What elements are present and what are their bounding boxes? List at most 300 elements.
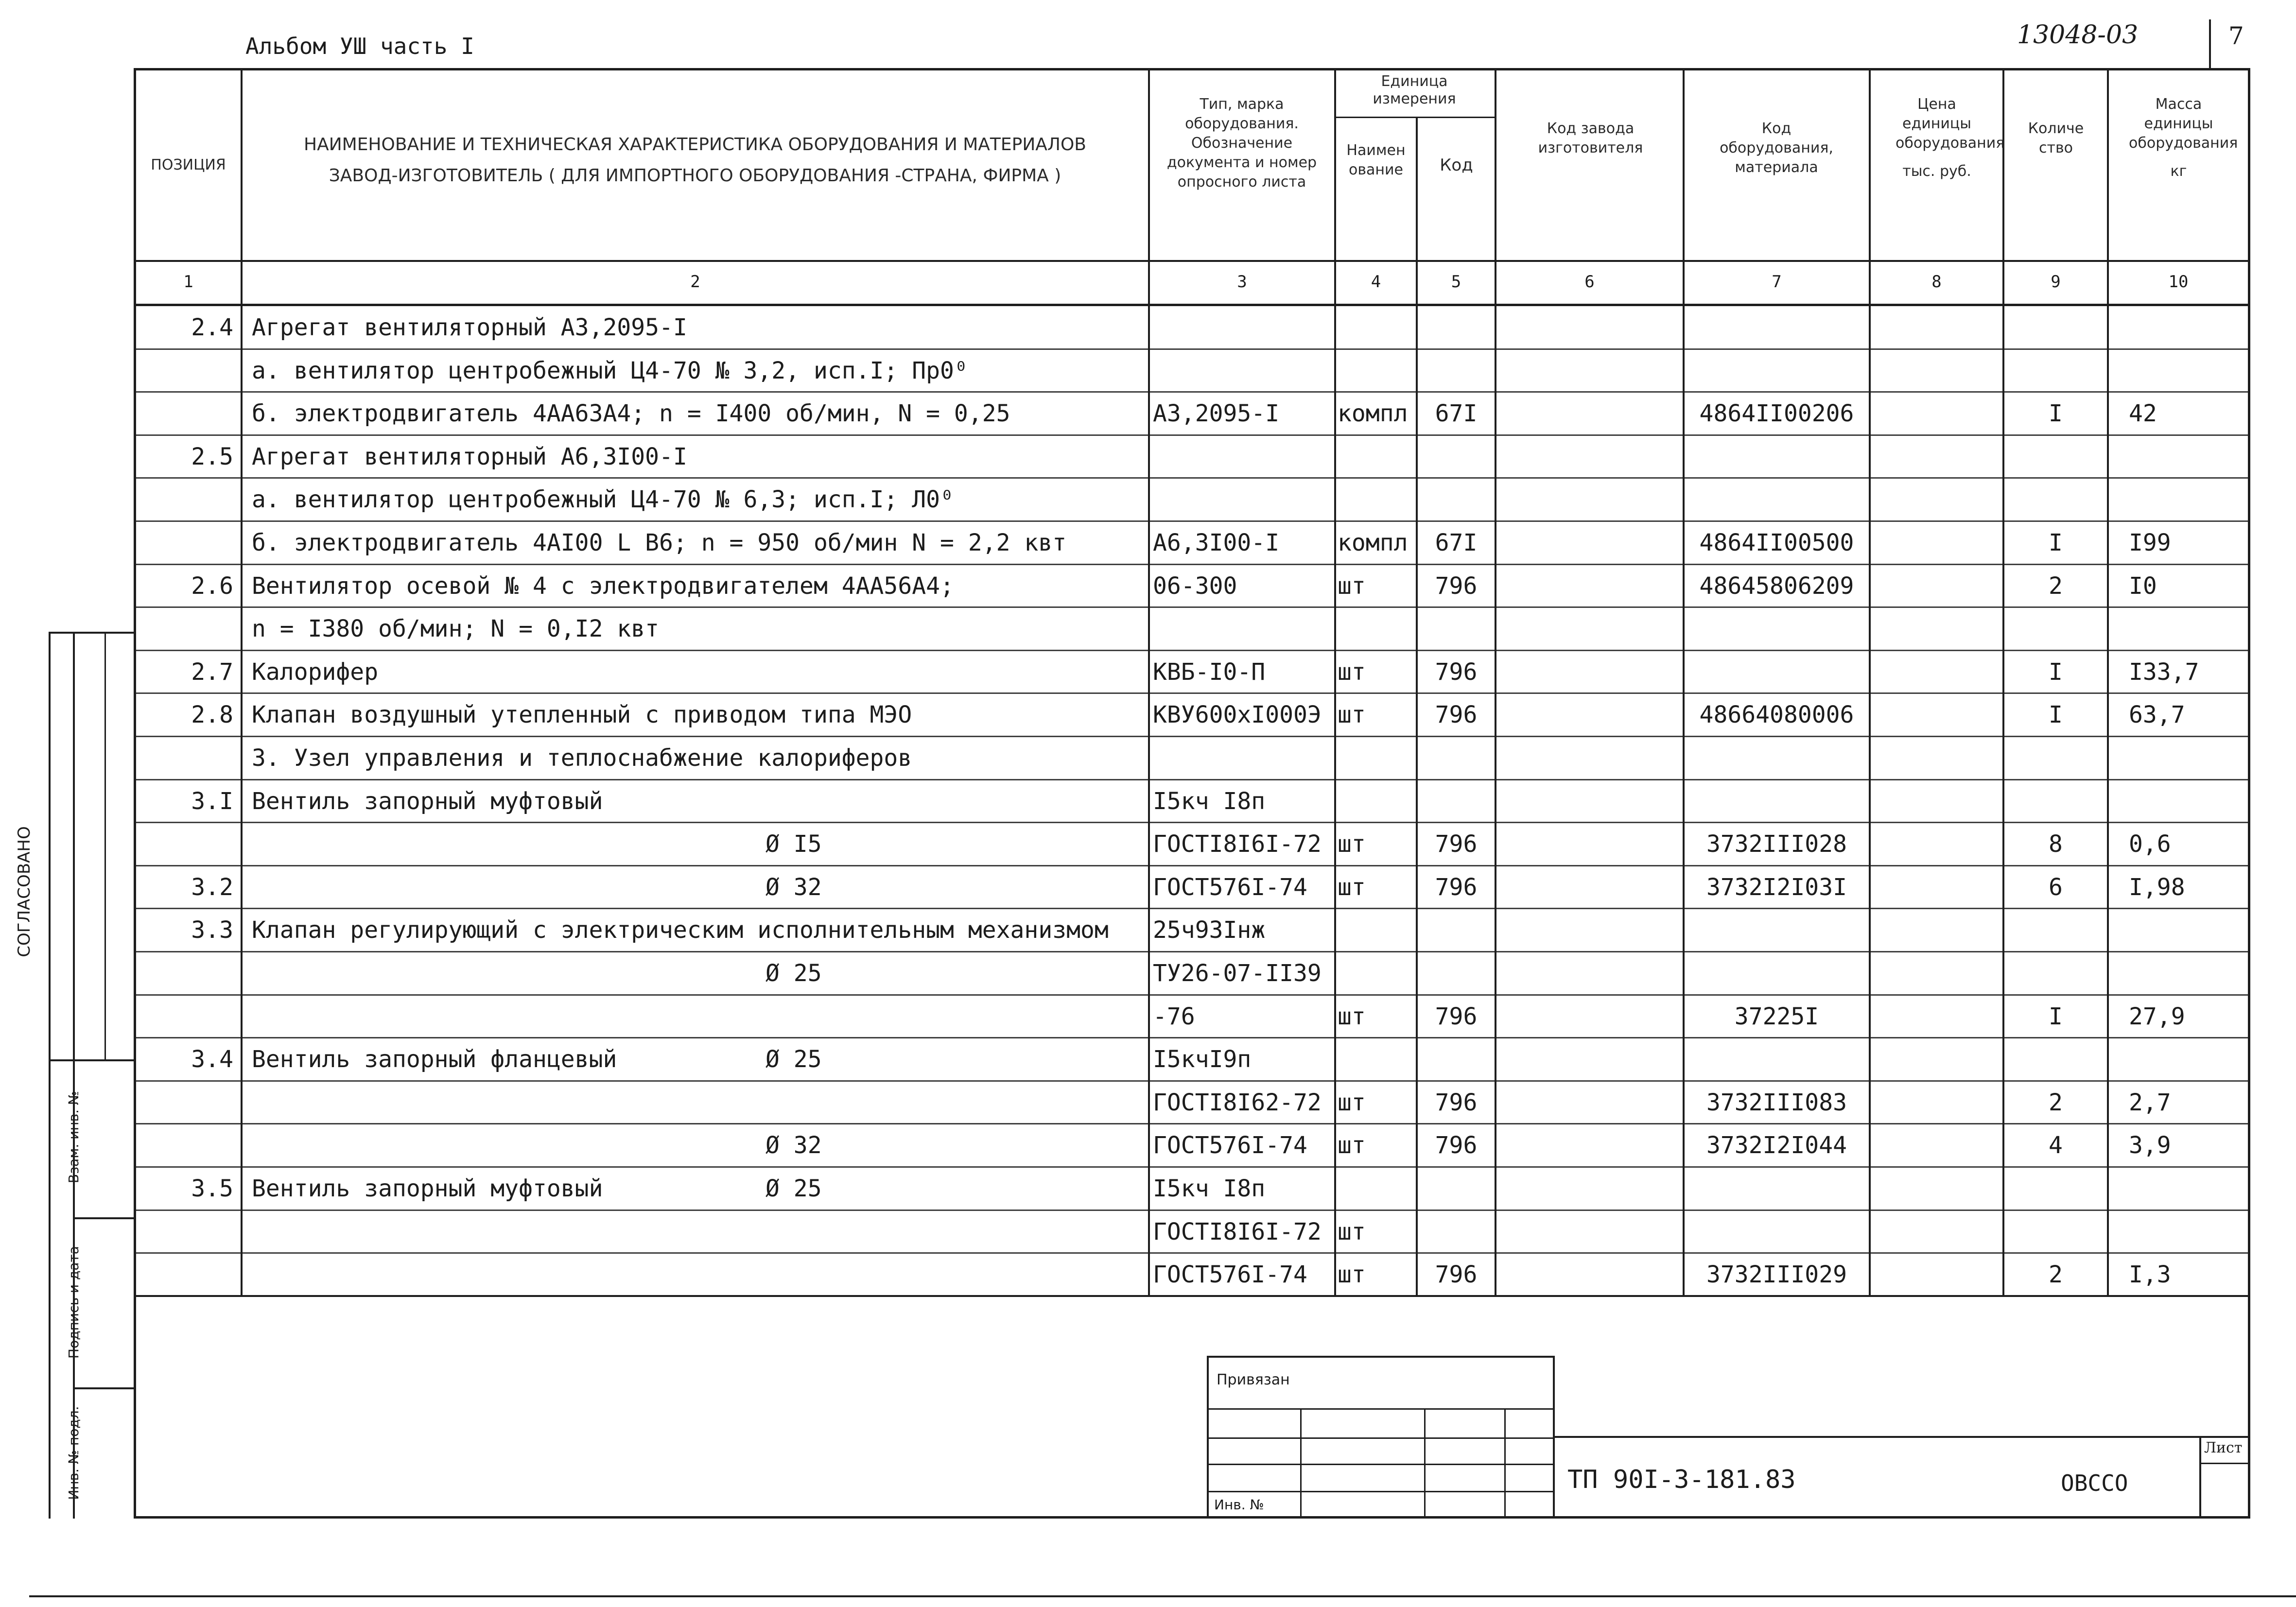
cell-plant-code (1496, 1253, 1683, 1296)
cell-qty (2004, 1210, 2107, 1253)
cell-position (136, 737, 233, 779)
cell-price (1871, 1253, 2002, 1296)
cell-mass (2129, 478, 2245, 521)
cell-name (252, 823, 1146, 865)
cell-mass: 27,9 (2129, 1002, 2185, 1030)
col-header-mass (2109, 95, 2248, 181)
cell-plant-code (1496, 952, 1683, 995)
side-stamp-agreed: СОГЛАСОВАНО (15, 826, 34, 957)
cell-unit (1338, 435, 1415, 478)
cell-qty (2004, 478, 2107, 521)
cell-diameter: Ø 32 (765, 873, 822, 901)
cell-material-code (1685, 1038, 1869, 1081)
cell-material-code: 3732III083 (1706, 1089, 1847, 1116)
cell-mass (2129, 435, 2245, 478)
cell-plant-code (1496, 1167, 1683, 1210)
cell-position: 3.4 (191, 1046, 233, 1073)
col-num-6: 6 (1584, 272, 1595, 292)
cell-qty: 2 (2049, 572, 2063, 600)
cell-unit-code (1418, 952, 1495, 995)
tb-section: ОВССО (2061, 1470, 2128, 1496)
cell-type: ГОСТ576I-74 (1153, 1132, 1307, 1159)
cell-price (1871, 995, 2002, 1038)
cell-mass (2129, 737, 2245, 779)
cell-plant-code (1496, 435, 1683, 478)
cell-plant-code (1496, 607, 1683, 650)
cell-mass: 2,7 (2129, 1089, 2171, 1116)
cell-unit (1338, 306, 1415, 349)
cell-name: Вентилятор осевой № 4 с электродвигателем 4АА56А4; (252, 572, 954, 600)
cell-type (1153, 478, 1333, 521)
cell-type: КВБ-I0-П (1153, 658, 1266, 686)
cell-qty: 8 (2049, 830, 2063, 858)
cell-unit-code: 67I (1435, 400, 1478, 428)
cell-mass: I0 (2129, 572, 2157, 600)
tb-vert-1 (1300, 1408, 1302, 1518)
cell-type: 06-300 (1153, 572, 1237, 600)
cell-mass (2129, 780, 2245, 823)
tb-doc-code: ТП 90I-3-181.83 (1567, 1465, 1796, 1494)
cell-position (136, 952, 233, 995)
col-num-1: 1 (183, 272, 193, 292)
tb-row-2 (1207, 1437, 1554, 1439)
frame-right (2248, 68, 2250, 1519)
cell-price (1871, 1167, 2002, 1210)
cell-plant-code (1496, 306, 1683, 349)
cell-type (1153, 306, 1333, 349)
cell-position: 2.4 (191, 314, 233, 341)
cell-position (136, 521, 233, 564)
cell-unit-code (1418, 607, 1495, 650)
cell-material-code: 37225I (1734, 1002, 1819, 1030)
cell-unit: шт (1338, 1218, 1366, 1245)
cell-price (1871, 1038, 2002, 1081)
cell-qty (2004, 737, 2107, 779)
cell-diameter: Ø 25 (765, 960, 822, 987)
cell-unit-code (1418, 780, 1495, 823)
cell-type: ГОСТ576I-74 (1153, 1261, 1307, 1289)
cell-material-code (1685, 651, 1869, 693)
cell-qty: 4 (2049, 1132, 2063, 1159)
cell-position: 2.7 (191, 658, 233, 686)
cell-diameter: Ø 32 (765, 1132, 822, 1159)
cell-material-code: 3732I2I03I (1706, 873, 1847, 901)
col-header-qty: Количество (2028, 120, 2084, 156)
cell-price (1871, 392, 2002, 435)
cell-qty (2004, 780, 2107, 823)
cell-position: 3.I (191, 787, 233, 815)
cell-qty (2004, 435, 2107, 478)
cell-qty (2004, 306, 2107, 349)
cell-material-code: 3732III028 (1706, 830, 1847, 858)
cell-name: а. вентилятор центробежный Ц4-70 № 3,2, исп.I; Пр0⁰ (252, 357, 968, 384)
cell-type: -76 (1153, 1002, 1195, 1030)
tb-attached-label: Привязан (1217, 1371, 1290, 1388)
col-header-price (1871, 95, 2005, 181)
cell-price (1871, 823, 2002, 865)
cell-name: Калорифер (252, 658, 379, 686)
cell-name (252, 1081, 1146, 1124)
cell-unit-code (1418, 435, 1495, 478)
frame-top (134, 68, 2250, 70)
tb-sheet-label: Лист (2204, 1439, 2243, 1456)
cell-unit-code: 796 (1435, 1132, 1478, 1159)
cell-mass (2129, 1038, 2245, 1081)
cell-type: I5кч I8п (1153, 787, 1266, 815)
col-num-9: 9 (2051, 272, 2061, 292)
cell-unit-code: 796 (1435, 658, 1478, 686)
cell-mass: I,3 (2129, 1261, 2171, 1289)
cell-plant-code (1496, 866, 1683, 909)
side-stamp-div-1 (49, 1059, 136, 1061)
cell-unit-code (1418, 1210, 1495, 1253)
side-stamp-div-2 (73, 1217, 136, 1219)
cell-name (252, 1210, 1146, 1253)
col-line-3 (1334, 68, 1336, 1296)
col-header-plant-code: Код завода изготовителя (1538, 120, 1643, 156)
side-stamp-replace-inv: Взам. инв. № (66, 1090, 82, 1184)
col-header-mass-title: Масса единицы оборудования (2129, 96, 2238, 152)
cell-position: 2.6 (191, 572, 233, 600)
cell-plant-code (1496, 737, 1683, 779)
side-stamp-orig-inv: Инв. № подл. (66, 1406, 82, 1500)
cell-name (252, 952, 1146, 995)
sheet-number-divider (2209, 19, 2211, 68)
cell-position: 2.8 (191, 701, 233, 729)
col-header-price-title: Цена единицы оборудования (1896, 96, 2005, 152)
cell-name (252, 866, 1146, 909)
cell-unit-code: 796 (1435, 1089, 1478, 1116)
frame-bottom (134, 1516, 2250, 1519)
cell-position (136, 392, 233, 435)
cell-material-code: 48664080006 (1699, 701, 1854, 729)
col-num-5: 5 (1451, 272, 1461, 292)
cell-mass: 63,7 (2129, 701, 2185, 729)
cell-qty (2004, 952, 2107, 995)
handwritten-ref: 13048-03 (2017, 20, 2139, 50)
col-line-9 (2107, 68, 2109, 1296)
cell-type: КВУ600хI000Э (1153, 701, 1322, 729)
header-bottom-line (134, 260, 2250, 262)
cell-mass: I,98 (2129, 873, 2185, 901)
cell-name: Агрегат вентиляторный А6,3I00-I (252, 443, 687, 470)
cell-price (1871, 780, 2002, 823)
cell-price (1871, 306, 2002, 349)
cell-price (1871, 1081, 2002, 1124)
cell-material-code (1685, 952, 1869, 995)
col-header-position: ПОЗИЦИЯ (151, 156, 226, 173)
cell-mass: I33,7 (2129, 658, 2199, 686)
cell-diameter: Ø 25 (765, 1175, 822, 1202)
tb-sheet-left (2199, 1436, 2201, 1519)
cell-material-code: 4864II00500 (1699, 529, 1854, 556)
cell-type: I5кчI9п (1153, 1046, 1252, 1073)
cell-plant-code (1496, 349, 1683, 392)
cell-price (1871, 478, 2002, 521)
cell-mass (2129, 1210, 2245, 1253)
cell-type (1153, 435, 1333, 478)
cell-unit (1338, 1167, 1415, 1210)
cell-material-code (1685, 478, 1869, 521)
cell-plant-code (1496, 823, 1683, 865)
col-num-3: 3 (1237, 272, 1247, 292)
album-label: Альбом УШ часть I (245, 33, 474, 59)
side-stamp-signature-date: Подпись и дата (66, 1246, 82, 1359)
tb-attached-top (1207, 1356, 1554, 1358)
cell-type: ГОСТI8I62-72 (1153, 1089, 1322, 1116)
unit-group-divider (1334, 117, 1495, 118)
cell-price (1871, 349, 2002, 392)
cell-unit-code (1418, 478, 1495, 521)
cell-material-code (1685, 435, 1869, 478)
cell-material-code (1685, 780, 1869, 823)
tb-vert-3 (1504, 1408, 1506, 1518)
cell-mass: 0,6 (2129, 830, 2171, 858)
cell-qty: 2 (2049, 1089, 2063, 1116)
cell-type: ГОСТ576I-74 (1153, 873, 1307, 901)
cell-mass (2129, 306, 2245, 349)
col-header-price-unit: тыс. руб. (1902, 163, 1971, 180)
cell-type (1153, 737, 1333, 779)
cell-position: 3.5 (191, 1175, 233, 1202)
cell-position: 2.5 (191, 443, 233, 470)
cell-unit: шт (1338, 1089, 1366, 1116)
cell-plant-code (1496, 1038, 1683, 1081)
side-stamp-div-3 (73, 1387, 136, 1389)
col-header-name (245, 131, 1145, 190)
cell-unit: компл (1338, 400, 1408, 428)
cell-mass (2129, 349, 2245, 392)
cell-unit (1338, 909, 1415, 951)
cell-material-code: 3732I2I044 (1706, 1132, 1847, 1159)
cell-material-code (1685, 349, 1869, 392)
cell-material-code (1685, 737, 1869, 779)
cell-mass: I99 (2129, 529, 2171, 556)
cell-material-code: 3732III029 (1706, 1261, 1847, 1289)
cell-unit-code: 796 (1435, 701, 1478, 729)
cell-plant-code (1496, 651, 1683, 693)
col-num-8: 8 (1931, 272, 1942, 292)
cell-unit-code: 796 (1435, 1261, 1478, 1289)
cell-price (1871, 737, 2002, 779)
cell-type (1153, 349, 1333, 392)
cell-name: Вентиль запорный муфтовый (252, 1175, 603, 1202)
tb-main-top (1554, 1436, 2250, 1438)
cell-plant-code (1496, 478, 1683, 521)
cell-name: Вентиль запорный фланцевый (252, 1046, 617, 1073)
cell-mass (2129, 1167, 2245, 1210)
cell-price (1871, 607, 2002, 650)
cell-unit-code (1418, 349, 1495, 392)
cell-name: Агрегат вентиляторный А3,2095-I (252, 314, 687, 341)
col-header-unit-group: Единица измерения (1373, 73, 1456, 107)
tb-inv-label: Инв. № (1214, 1497, 1264, 1513)
col-line-1 (241, 68, 243, 1296)
cell-unit-code: 796 (1435, 572, 1478, 600)
cell-plant-code (1496, 1124, 1683, 1167)
cell-price (1871, 1124, 2002, 1167)
cell-unit-code (1418, 737, 1495, 779)
cell-price (1871, 1210, 2002, 1253)
cell-name: Клапан регулирующий с электрическим исполнительным механизмом (252, 916, 1109, 944)
cell-price (1871, 952, 2002, 995)
cell-price (1871, 565, 2002, 607)
cell-qty (2004, 1167, 2107, 1210)
col-header-unit-code: Код (1440, 156, 1473, 175)
cell-position: 3.2 (191, 873, 233, 901)
tb-row-1 (1207, 1408, 1554, 1410)
cell-unit: шт (1338, 1132, 1366, 1159)
cell-position (136, 1210, 233, 1253)
col-num-4: 4 (1371, 272, 1381, 292)
cell-qty (2004, 349, 2107, 392)
cell-material-code (1685, 306, 1869, 349)
cell-qty (2004, 909, 2107, 951)
cell-unit-code: 67I (1435, 529, 1478, 556)
cell-qty (2004, 607, 2107, 650)
cell-mass: 42 (2129, 400, 2157, 428)
col-header-name-subtitle: ЗАВОД-ИЗГОТОВИТЕЛЬ ( ДЛЯ ИМПОРТНОГО ОБОРУДОВАНИЯ -СТРАНА, ФИРМА ) (329, 166, 1061, 186)
cell-type (1153, 607, 1333, 650)
cell-unit-code: 796 (1435, 873, 1478, 901)
cell-name: б. электродвигатель 4АI00 L В6; n = 950 об/мин N = 2,2 квт (252, 529, 1067, 556)
cell-position (136, 607, 233, 650)
cell-position (136, 995, 233, 1038)
cell-type: ГОСТI8I6I-72 (1153, 1218, 1322, 1245)
side-stamp-inner-line (73, 632, 75, 1519)
cell-unit: шт (1338, 873, 1366, 901)
cell-unit (1338, 349, 1415, 392)
col-header-mass-unit: кг (2170, 163, 2187, 180)
cell-name: 3. Узел управления и теплоснабжение калориферов (252, 744, 912, 772)
cell-qty: I (2049, 701, 2063, 729)
cell-diameter: Ø I5 (765, 830, 822, 858)
tb-vert-2 (1424, 1408, 1426, 1518)
cell-unit-code (1418, 1038, 1495, 1081)
cell-material-code: 4864II00206 (1699, 400, 1854, 428)
cell-name (252, 995, 1146, 1038)
cell-unit-code (1418, 306, 1495, 349)
cell-name: Вентиль запорный муфтовый (252, 787, 603, 815)
cell-position (136, 1124, 233, 1167)
cell-unit (1338, 780, 1415, 823)
cell-plant-code (1496, 995, 1683, 1038)
col-num-2: 2 (690, 272, 700, 292)
cell-qty (2004, 1038, 2107, 1081)
cell-material-code (1685, 607, 1869, 650)
cell-unit (1338, 737, 1415, 779)
cell-plant-code (1496, 1081, 1683, 1124)
cell-material-code (1685, 909, 1869, 951)
cell-type: А3,2095-I (1153, 400, 1280, 428)
cell-name (252, 1253, 1146, 1296)
cell-unit (1338, 952, 1415, 995)
cell-unit: шт (1338, 1261, 1366, 1289)
cell-price (1871, 521, 2002, 564)
col-line-2 (1148, 68, 1150, 1296)
cell-material-code: 48645806209 (1699, 572, 1854, 600)
cell-name: n = I380 об/мин; N = 0,I2 квт (252, 615, 660, 643)
cell-mass (2129, 607, 2245, 650)
cell-position (136, 478, 233, 521)
cell-type: А6,3I00-I (1153, 529, 1280, 556)
cell-mass (2129, 952, 2245, 995)
cell-name (252, 1124, 1146, 1167)
cell-price (1871, 866, 2002, 909)
cell-unit: шт (1338, 1002, 1366, 1030)
col-num-7: 7 (1772, 272, 1782, 292)
cell-position (136, 1253, 233, 1296)
cell-position: 3.3 (191, 916, 233, 944)
cell-unit-code: 796 (1435, 1002, 1478, 1030)
tb-sheet-divider (2199, 1463, 2250, 1464)
cell-type: ТУ26-07-II39 (1153, 960, 1322, 987)
col-header-unit-name: Наименование (1346, 142, 1406, 178)
col-header-type: Тип, марка оборудования. Обозначение документа и номер опросного листа (1166, 96, 1317, 190)
cell-price (1871, 693, 2002, 736)
tb-row-4 (1207, 1491, 1554, 1492)
cell-unit: шт (1338, 658, 1366, 686)
cell-plant-code (1496, 392, 1683, 435)
cell-name: а. вентилятор центробежный Ц4-70 № 6,3; исп.I; Л0⁰ (252, 486, 954, 514)
side-stamp-inner-vert (104, 632, 106, 1059)
cell-unit-code (1418, 1167, 1495, 1210)
cell-qty: I (2049, 1002, 2063, 1030)
side-stamp-top (49, 632, 136, 634)
cell-plant-code (1496, 780, 1683, 823)
cell-price (1871, 909, 2002, 951)
col-num-10: 10 (2168, 272, 2189, 292)
cell-price (1871, 651, 2002, 693)
cell-name: Клапан воздушный утепленный с приводом типа МЭО (252, 701, 912, 729)
cell-diameter: Ø 25 (765, 1046, 822, 1073)
col-header-material-code: Код оборудования, материала (1720, 120, 1833, 176)
cell-unit (1338, 607, 1415, 650)
cell-type: ГОСТI8I6I-72 (1153, 830, 1322, 858)
cell-name: б. электродвигатель 4АА63А4; n = I400 об/мин, N = 0,25 (252, 400, 1010, 428)
cell-unit-code (1418, 909, 1495, 951)
cell-position (136, 349, 233, 392)
cell-position (136, 823, 233, 865)
sheet-number: 7 (2228, 22, 2244, 50)
cell-unit-code: 796 (1435, 830, 1478, 858)
side-stamp-outer-left (49, 632, 51, 1519)
cell-unit (1338, 478, 1415, 521)
cell-qty: 6 (2049, 873, 2063, 901)
col-header-name-title: НАИМЕНОВАНИЕ И ТЕХНИЧЕСКАЯ ХАРАКТЕРИСТИКА ОБОРУДОВАНИЯ И МАТЕРИАЛОВ (304, 135, 1086, 155)
cell-unit (1338, 1038, 1415, 1081)
cell-unit: компл (1338, 529, 1408, 556)
cell-material-code (1685, 1210, 1869, 1253)
cell-position (136, 1081, 233, 1124)
cell-unit: шт (1338, 572, 1366, 600)
cell-mass: 3,9 (2129, 1132, 2171, 1159)
cell-price (1871, 435, 2002, 478)
cell-type: 25ч93Iнж (1153, 916, 1266, 944)
cell-qty: 2 (2049, 1261, 2063, 1289)
cell-type: I5кч I8п (1153, 1175, 1266, 1202)
cell-qty: I (2049, 658, 2063, 686)
cell-material-code (1685, 1167, 1869, 1210)
cell-plant-code (1496, 1210, 1683, 1253)
cell-plant-code (1496, 909, 1683, 951)
cell-mass (2129, 909, 2245, 951)
cell-unit: шт (1338, 830, 1366, 858)
tb-row-3 (1207, 1464, 1554, 1465)
cell-qty: I (2049, 529, 2063, 556)
cell-plant-code (1496, 521, 1683, 564)
cell-plant-code (1496, 565, 1683, 607)
